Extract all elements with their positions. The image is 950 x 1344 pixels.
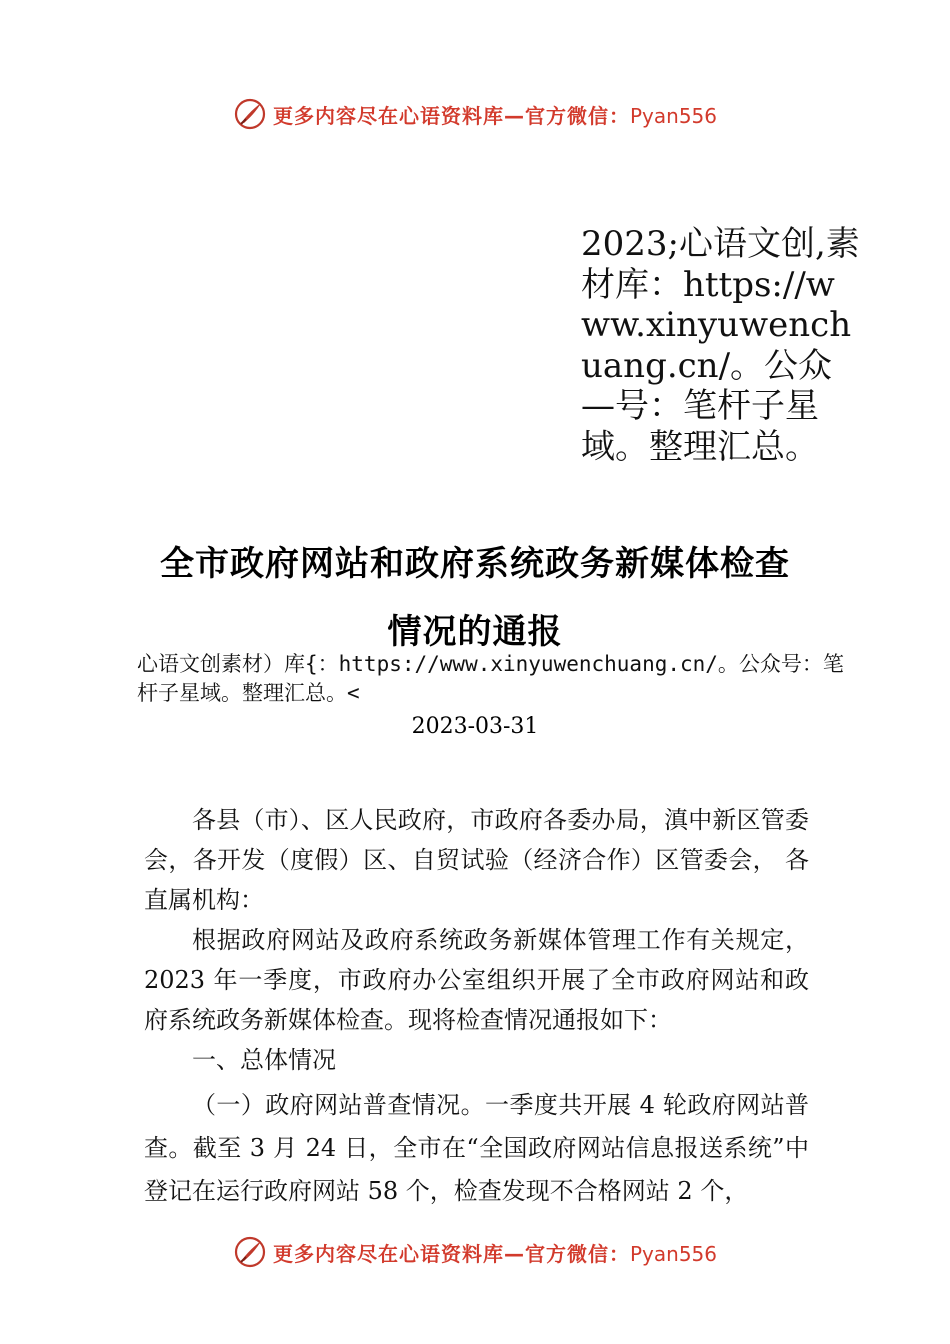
wechat-handle: Pyan556 bbox=[629, 103, 717, 128]
document-title-line-2: 情况的通报 bbox=[387, 612, 563, 652]
intro-paragraph: 根据政府网站及政府系统政务新媒体管理工作有关规定，2023 年一季度，市政府办公室组织开展了全市政府网站和政府系统政务新媒体检查。现将检查情况通报如下： bbox=[144, 926, 809, 1034]
quill-logo-icon bbox=[233, 97, 267, 131]
header-banner-text: 更多内容尽在心语资料库—官方微信：Pyan556 bbox=[272, 103, 717, 128]
footer-banner bbox=[0, 1232, 950, 1272]
source-line: 心语文创素材）库{：https://www.xinyuwenchuang.cn/。公众号：笔杆子星域。整理汇总。< bbox=[137, 652, 844, 705]
subsection-paragraph: （一）政府网站普查情况。一季度共开展 4 轮政府网站普查。截至 3 月 24 日，全市在“全国政府网站信息报送系统”中登记在运行政府网站 58 个，检查发现不合格网站 2 个， bbox=[144, 1091, 809, 1205]
quill-logo-icon bbox=[233, 1235, 267, 1269]
wechat-handle: Pyan556 bbox=[629, 1241, 717, 1266]
salutation-paragraph: 各县（市）、区人民政府，市政府各委办局，滇中新区管委会，各开发（度假）区、自贸试验（经济合作）区管委会， 各直属机构： bbox=[144, 806, 809, 914]
footer-banner-text: 更多内容尽在心语资料库—官方微信：Pyan556 bbox=[272, 1241, 717, 1266]
document-title-line-1: 全市政府网站和政府系统政务新媒体检查 bbox=[160, 544, 790, 584]
document-date: 2023-03-31 bbox=[411, 714, 539, 739]
section-heading: 一、总体情况 bbox=[192, 1046, 336, 1074]
side-note: 2023;心语文创,素材库：https://www.xinyuwenchuang.cn/。公众—号：笔杆子星域。整理汇总。 bbox=[581, 224, 860, 467]
document-body bbox=[144, 800, 809, 1213]
header-banner bbox=[0, 94, 950, 134]
